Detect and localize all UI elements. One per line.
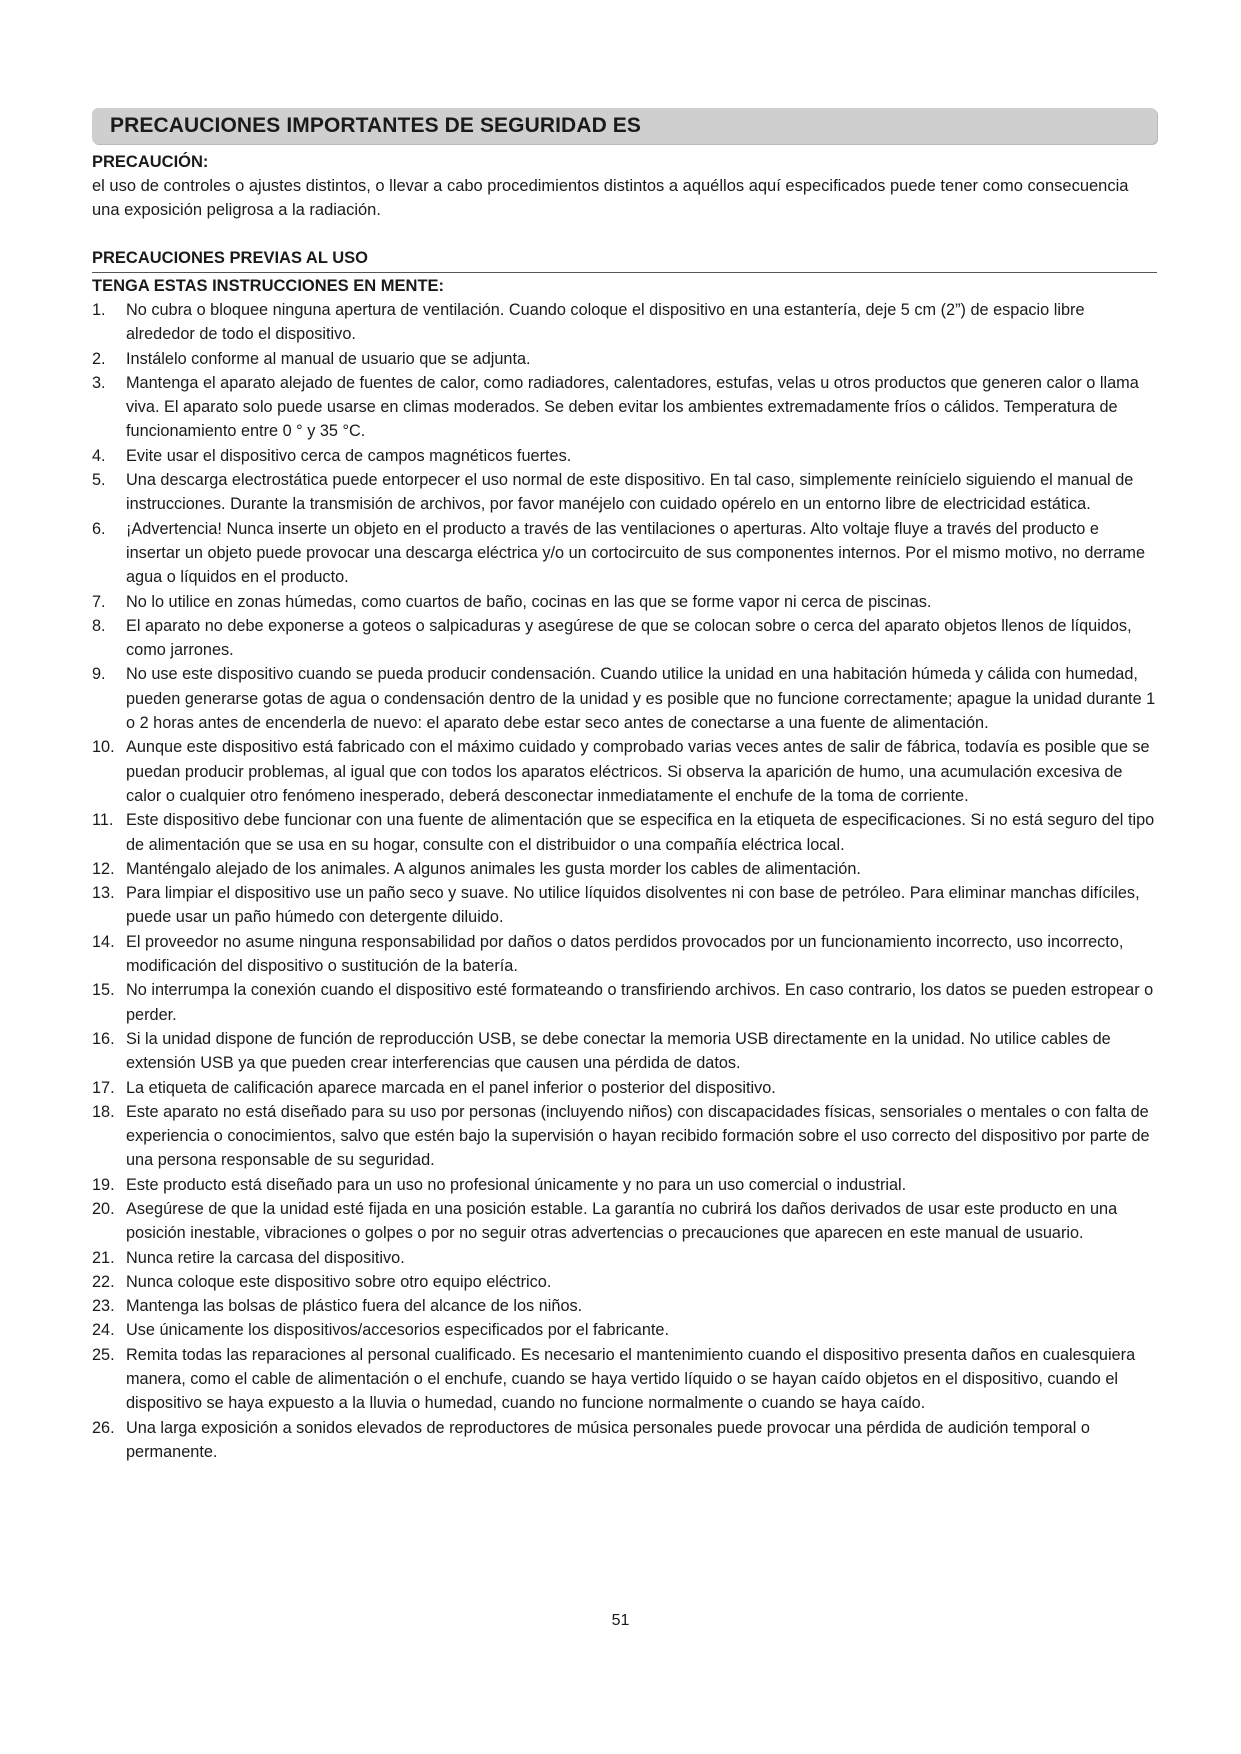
list-item-number: 6. bbox=[92, 519, 106, 538]
list-item-number: 21. bbox=[92, 1248, 115, 1267]
list-item-text: Use únicamente los dispositivos/accesorios especificados por el fabricante. bbox=[126, 1321, 669, 1340]
list-item-text: Asegúrese de que la unidad esté fijada en una posición estable. La garantía no cubrirá los daños derivados de usar este producto en una posición inestable, vibraciones o golpes o por no seguir otras advertencias o precauciones que aparecen en este manual de usuario. bbox=[126, 1199, 1118, 1243]
list-item-text: Mantenga las bolsas de plástico fuera del alcance de los niños. bbox=[126, 1297, 583, 1316]
list-item-number: 23. bbox=[92, 1297, 115, 1316]
list-item-number: 25. bbox=[92, 1345, 115, 1364]
list-item-number: 11. bbox=[92, 811, 114, 830]
list-item bbox=[92, 1246, 1157, 1270]
list-item bbox=[92, 1027, 1157, 1076]
list-item-text: El proveedor no asume ninguna responsabilidad por daños o datos perdidos provocados por un funcionamiento incorrecto, uso incorrecto, modificación del dispositivo o sustitución de la batería. bbox=[126, 932, 1124, 976]
list-item bbox=[92, 1197, 1157, 1246]
list-item bbox=[92, 590, 1157, 614]
caution-text: el uso de controles o ajustes distintos, o llevar a cabo procedimientos distintos a aquéllos aquí especificados puede tener como consecuencia una exposición peligrosa a la radiación. bbox=[92, 177, 1129, 219]
list-item-number: 20. bbox=[92, 1199, 115, 1218]
list-item-text: No lo utilice en zonas húmedas, como cuartos de baño, cocinas en las que se forme vapor ni cerca de piscinas. bbox=[126, 592, 932, 611]
list-item bbox=[92, 444, 1157, 468]
list-item-text: Una larga exposición a sonidos elevados de reproductores de música personales puede provocar una pérdida de audición temporal o permanente. bbox=[126, 1418, 1090, 1461]
list-item-number: 15. bbox=[92, 981, 115, 1000]
list-item-number: 7. bbox=[92, 592, 106, 611]
list-item-number: 10. bbox=[92, 738, 115, 757]
list-item-text: ¡Advertencia! Nunca inserte un objeto en el producto a través de las ventilaciones o aperturas. Alto voltaje fluye a través del producto e insertar un objeto puede provocar una descarga eléctrica y/o un cortocircuito de sus componentes internos. Por el mismo motivo, no derrame agua o líquidos en el producto. bbox=[126, 519, 1146, 587]
list-item bbox=[92, 881, 1157, 930]
section-heading: PRECAUCIONES PREVIAS AL USO bbox=[92, 246, 1157, 273]
list-item-number: 24. bbox=[92, 1321, 115, 1340]
list-item-text: Aunque este dispositivo está fabricado con el máximo cuidado y comprobado varias veces antes de salir de fábrica, todavía es posible que se puedan producir problemas, al igual que con todos los aparatos eléctricos. Si observa la aparición de humo, una acumulación excesiva de calor o cualquier otro fenómeno inesperado, deberá desconectar inmediatamente el enchufe de la toma de corriente. bbox=[126, 738, 1150, 805]
list-item bbox=[92, 735, 1157, 808]
list-item-number: 4. bbox=[92, 446, 106, 465]
list-item bbox=[92, 1343, 1157, 1416]
document-page bbox=[92, 108, 1157, 1464]
precautions-list bbox=[92, 298, 1157, 1464]
list-item-text: Evite usar el dispositivo cerca de campos magnéticos fuertes. bbox=[126, 446, 572, 465]
list-item bbox=[92, 298, 1157, 347]
list-item-text: El aparato no debe exponerse a goteos o salpicaduras y asegúrese de que se colocan sobre o cerca del aparato objetos llenos de líquidos, como jarrones. bbox=[126, 616, 1132, 660]
list-item bbox=[92, 930, 1157, 979]
list-item bbox=[92, 1294, 1157, 1318]
list-item-number: 8. bbox=[92, 616, 106, 635]
list-item-text: Una descarga electrostática puede entorpecer el uso normal de este dispositivo. En tal caso, simplemente reinícielo siguiendo el manual de instrucciones. Durante la transmisión de archivos, por favor manéjelo con cuidado opérelo en un entorno libre de electricidad estática. bbox=[126, 471, 1134, 514]
list-item-text: Instálelo conforme al manual de usuario que se adjunta. bbox=[126, 349, 531, 368]
list-item-text: Nunca coloque este dispositivo sobre otro equipo eléctrico. bbox=[126, 1272, 552, 1291]
list-item-number: 26. bbox=[92, 1418, 115, 1437]
list-item bbox=[92, 978, 1157, 1027]
list-item-text: Este aparato no está diseñado para su uso por personas (incluyendo niños) con discapacidades físicas, sensoriales o mentales o con falta de experiencia o conocimientos, salvo que estén bajo la supervisión o hayan recibido formación sobre el uso correcto del dispositivo por parte de una persona responsable de su seguridad. bbox=[126, 1102, 1150, 1170]
list-item-text: La etiqueta de calificación aparece marcada en el panel inferior o posterior del dispositivo. bbox=[126, 1078, 776, 1097]
list-item bbox=[92, 1100, 1157, 1173]
list-item-text: Manténgalo alejado de los animales. A algunos animales les gusta morder los cables de alimentación. bbox=[126, 859, 861, 878]
list-item-number: 9. bbox=[92, 665, 106, 684]
list-item-number: 5. bbox=[92, 471, 106, 490]
list-item-text: Para limpiar el dispositivo use un paño seco y suave. No utilice líquidos disolventes ni con base de petróleo. Para eliminar manchas difíciles, puede usar un paño húmedo con detergente diluido. bbox=[126, 884, 1140, 927]
list-item-text: Mantenga el aparato alejado de fuentes de calor, como radiadores, calentadores, estufas, velas u otros productos que generen calor o llama viva. El aparato solo puede usarse en climas moderados. Se deben evitar los ambientes extremadamente fríos o cálidos. Temperatura de funcionamiento entre 0 ° y 35 °C. bbox=[126, 373, 1139, 441]
list-item-number: 17. bbox=[92, 1078, 115, 1097]
list-item-number: 3. bbox=[92, 373, 106, 392]
list-item bbox=[92, 517, 1157, 590]
list-item-text: Este dispositivo debe funcionar con una fuente de alimentación que se especifica en la etiqueta de especificaciones. Si no está seguro del tipo de alimentación que se usa en su hogar, consulte con el distribuidor o una compañía eléctrica local. bbox=[126, 811, 1155, 854]
list-item-text: No cubra o bloquee ninguna apertura de ventilación. Cuando coloque el dispositivo en una estantería, deje 5 cm (2”) de espacio libre alrededor de todo el dispositivo. bbox=[126, 301, 1085, 344]
list-item bbox=[92, 468, 1157, 517]
list-item-number: 12. bbox=[92, 859, 115, 878]
list-item-number: 2. bbox=[92, 349, 106, 368]
list-item-number: 19. bbox=[92, 1175, 115, 1194]
list-item-text: Este producto está diseñado para un uso no profesional únicamente y no para un uso comercial o industrial. bbox=[126, 1175, 907, 1194]
list-item bbox=[92, 347, 1157, 371]
list-item bbox=[92, 662, 1157, 735]
section-subheading: TENGA ESTAS INSTRUCCIONES EN MENTE: bbox=[92, 277, 445, 295]
list-item bbox=[92, 1270, 1157, 1294]
list-item-number: 22. bbox=[92, 1272, 115, 1291]
list-item bbox=[92, 614, 1157, 663]
page-number: 51 bbox=[611, 1612, 630, 1629]
list-item bbox=[92, 1318, 1157, 1342]
list-item bbox=[92, 1416, 1157, 1465]
list-item bbox=[92, 1173, 1157, 1197]
list-item-number: 14. bbox=[92, 932, 115, 951]
list-item-text: No use este dispositivo cuando se pueda producir condensación. Cuando utilice la unidad en una habitación húmeda y cálida con humedad, pueden generarse gotas de agua o condensación dentro de la unidad y es posible que no funcione correctamente; apague la unidad durante 1 o 2 horas antes de encenderla de nuevo: el aparato debe estar seco antes de conectarse a una fuente de alimentación. bbox=[126, 665, 1156, 733]
list-item bbox=[92, 371, 1157, 444]
list-item-text: Remita todas las reparaciones al personal cualificado. Es necesario el mantenimiento cuando el dispositivo presenta daños en cualesquiera manera, como el cable de alimentación o el enchufe, cuando se haya vertido líquido o se hayan caído objetos en el dispositivo, cuando el dispositivo se haya expuesto a la lluvia o humedad, cuando no funcione normalmente o cuando se haya caído. bbox=[126, 1345, 1136, 1413]
list-item bbox=[92, 857, 1157, 881]
list-item-text: Si la unidad dispone de función de reproducción USB, se debe conectar la memoria USB directamente en la unidad. No utilice cables de extensión USB ya que pueden crear interferencias que causen una pérdida de datos. bbox=[126, 1029, 1111, 1073]
section-title-bar bbox=[92, 108, 1157, 144]
list-item-text: Nunca retire la carcasa del dispositivo. bbox=[126, 1248, 405, 1267]
list-item-text: No interrumpa la conexión cuando el dispositivo esté formateando o transfiriendo archivos. En caso contrario, los datos se pueden estropear o perder. bbox=[126, 981, 1154, 1024]
list-item-number: 18. bbox=[92, 1102, 115, 1121]
caution-label: PRECAUCIÓN: bbox=[92, 153, 209, 171]
list-item bbox=[92, 808, 1157, 857]
page-title: PRECAUCIONES IMPORTANTES DE SEGURIDAD ES bbox=[110, 114, 641, 137]
list-item-number: 13. bbox=[92, 884, 115, 903]
list-item-number: 16. bbox=[92, 1029, 115, 1048]
list-item bbox=[92, 1076, 1157, 1100]
list-item-number: 1. bbox=[92, 301, 106, 319]
